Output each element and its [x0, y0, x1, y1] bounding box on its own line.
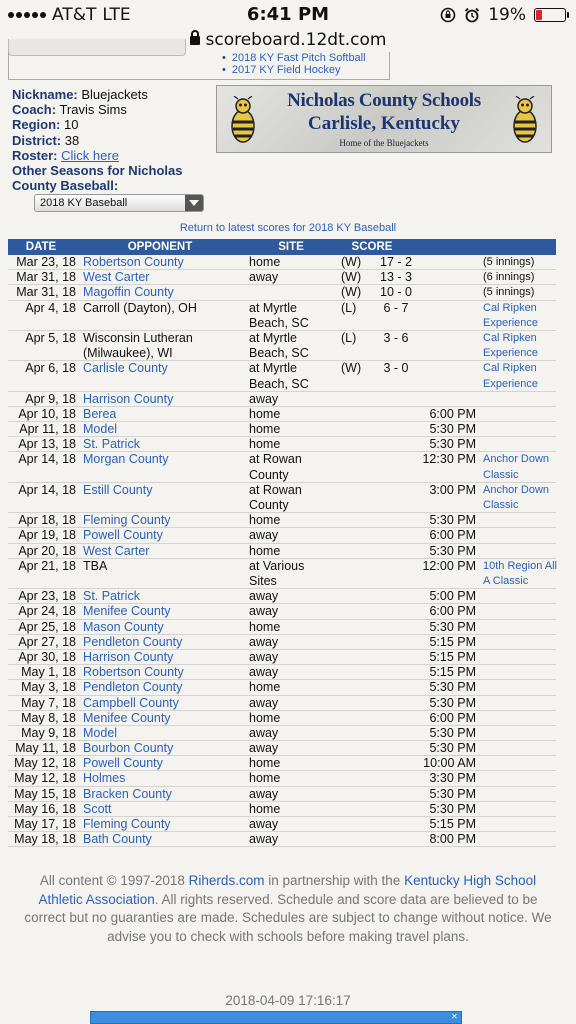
game-date: Apr 14, 18 — [18, 482, 76, 497]
game-site: home — [249, 801, 281, 816]
game-note[interactable]: Cal Ripken Experience — [483, 362, 539, 390]
opponent-name[interactable]: Menifee County — [83, 710, 171, 725]
table-row — [8, 711, 556, 726]
table-row — [8, 635, 556, 650]
opponent-name[interactable]: Fleming County — [83, 513, 171, 528]
opponent-name: TBA — [83, 558, 108, 573]
game-site: away — [249, 786, 279, 801]
table-row — [8, 452, 556, 482]
game-site: away — [249, 649, 279, 664]
orientation-lock-icon — [440, 7, 456, 23]
game-date: Apr 13, 18 — [18, 437, 76, 452]
game-time: 5:30 PM — [429, 801, 476, 816]
ad-banner[interactable] — [90, 1011, 462, 1024]
game-date: May 18, 18 — [14, 832, 76, 847]
game-time: 6:00 PM — [429, 406, 476, 421]
game-site: at Myrtle Beach, SC — [249, 361, 309, 391]
game-site: home — [249, 710, 281, 725]
game-time: 3:00 PM — [429, 482, 476, 497]
opponent-name[interactable]: Bracken County — [83, 786, 172, 801]
game-date: Apr 20, 18 — [18, 543, 76, 558]
riherds-link[interactable]: Riherds.com — [188, 873, 265, 888]
opponent-name[interactable]: Berea — [83, 406, 117, 421]
game-time: 5:30 PM — [429, 619, 476, 634]
table-row — [8, 270, 556, 285]
table-row — [8, 802, 556, 817]
opponent-name[interactable]: Menifee County — [83, 604, 171, 619]
game-site: home — [249, 255, 281, 269]
game-date: Apr 30, 18 — [18, 649, 76, 664]
opponent-name[interactable]: Model — [83, 725, 118, 740]
opponent-name[interactable]: Morgan County — [83, 452, 169, 467]
game-site: at Rowan County — [249, 482, 302, 513]
game-date: May 7, 18 — [21, 695, 76, 710]
table-row — [8, 787, 556, 802]
game-time: 12:30 PM — [422, 452, 476, 467]
season-select[interactable] — [34, 194, 204, 212]
opponent-name[interactable]: Bath County — [83, 832, 152, 847]
ad-close-icon[interactable]: ✕ — [451, 1012, 458, 1021]
game-date: Apr 9, 18 — [25, 391, 76, 406]
game-time: 5:15 PM — [429, 665, 476, 680]
url-text: scoreboard.12dt.com — [205, 30, 387, 50]
table-row — [8, 832, 556, 847]
game-result: (L) — [341, 300, 357, 315]
lock-icon — [190, 36, 200, 45]
game-time: 5:30 PM — [429, 725, 476, 740]
game-date: May 11, 18 — [15, 741, 76, 756]
page-timestamp: 2018-04-09 17:16:17 — [225, 993, 351, 1008]
game-date: Apr 21, 18 — [18, 558, 76, 573]
game-date: Apr 24, 18 — [18, 604, 76, 619]
game-date: Mar 23, 18 — [16, 255, 76, 269]
alarm-icon — [464, 7, 480, 23]
game-time: 5:30 PM — [429, 513, 476, 528]
network-label: LTE — [102, 5, 131, 25]
game-time: 5:30 PM — [429, 680, 476, 695]
game-time: 5:30 PM — [429, 786, 476, 801]
opponent-name[interactable]: Campbell County — [83, 695, 179, 710]
game-note[interactable]: Cal Ripken Experience — [483, 331, 539, 360]
game-site: at Various Sites — [249, 558, 305, 589]
opponent-name[interactable]: St. Patrick — [83, 589, 140, 604]
game-site: away — [249, 817, 279, 832]
opponent-name[interactable]: Mason County — [83, 619, 164, 634]
game-result: (W) — [341, 285, 362, 300]
season-link-softball[interactable]: • 2018 KY Fast Pitch Softball — [222, 52, 366, 64]
game-date: Apr 19, 18 — [18, 528, 76, 543]
table-row — [8, 331, 556, 361]
game-result: (L) — [341, 330, 357, 345]
footer-partnership: in partnership with the — [268, 873, 401, 888]
game-site: home — [249, 513, 281, 528]
game-date: May 12, 18 — [14, 771, 76, 786]
opponent-name[interactable]: Model — [83, 422, 118, 437]
roster-label: Roster: — [12, 147, 58, 163]
table-row — [8, 650, 556, 665]
table-row — [8, 696, 556, 711]
khsaa-link[interactable]: Kentucky High School Athletic Association — [38, 873, 537, 907]
table-row — [8, 771, 556, 786]
table-row — [8, 589, 556, 604]
opponent-name[interactable]: Estill County — [83, 482, 153, 497]
game-date: Apr 5, 18 — [25, 330, 76, 345]
game-date: May 17, 18 — [14, 817, 76, 832]
district-value: 38 — [64, 132, 80, 148]
region-value: 10 — [64, 117, 79, 133]
opponent-name[interactable]: Holmes — [83, 771, 126, 786]
game-date: May 12, 18 — [14, 756, 76, 771]
game-site: away — [249, 589, 279, 604]
game-site: home — [249, 543, 281, 558]
game-date: Apr 11, 18 — [19, 422, 76, 437]
game-site: away — [249, 604, 279, 619]
game-time: 5:00 PM — [429, 589, 476, 604]
table-row — [8, 817, 556, 832]
table-row — [8, 361, 556, 391]
nickname-label: Nickname: — [12, 87, 78, 102]
banner-subtitle: Carlisle, Kentucky — [308, 113, 460, 134]
game-date: Apr 6, 18 — [25, 361, 76, 376]
game-site: at Myrtle Beach, SC — [249, 300, 309, 330]
game-date: Apr 14, 18 — [18, 452, 76, 467]
table-row — [8, 483, 556, 513]
game-site: away — [249, 634, 279, 649]
game-time: 8:00 PM — [429, 832, 476, 847]
game-site: away — [249, 832, 279, 847]
table-header — [8, 239, 556, 255]
opponent-name[interactable]: Pendleton County — [83, 680, 183, 695]
header-date: DATE — [25, 241, 57, 253]
game-site: home — [249, 422, 281, 437]
table-row — [8, 301, 556, 331]
opponent-name[interactable]: Bourbon County — [83, 741, 174, 756]
game-note[interactable]: Anchor Down Classic — [483, 453, 550, 481]
region-label: Region: — [12, 117, 61, 133]
game-score: 3 - 0 — [383, 361, 409, 376]
game-date: Apr 27, 18 — [18, 634, 76, 649]
game-site: home — [249, 406, 281, 421]
opponent-name[interactable]: St. Patrick — [83, 437, 140, 452]
game-note: (6 innings) — [483, 271, 535, 284]
game-site: home — [249, 756, 281, 771]
header-opponent: OPPONENT — [127, 241, 193, 253]
battery-icon — [534, 8, 566, 22]
game-note: (5 innings) — [483, 256, 535, 268]
opponent-name[interactable]: Robertson County — [83, 665, 184, 680]
opponent-name[interactable]: West Carter — [83, 270, 150, 285]
table-row — [8, 741, 556, 756]
game-result: (W) — [341, 255, 362, 269]
return-to-latest-scores-link[interactable]: Return to latest scores for 2018 KY Baseball — [179, 222, 397, 234]
game-date: Apr 25, 18 — [18, 619, 76, 634]
opponent-name[interactable]: Scott — [83, 801, 112, 816]
table-row — [8, 422, 556, 437]
footer-disclaimer: . All rights reserved. Schedule and score data are believed to be correct but no guaranties are made. Schedules are subject to change without notice. We advise you to check with schools before making travel plans. — [24, 891, 552, 944]
opponent-name[interactable]: Pendleton County — [83, 634, 183, 649]
game-date: May 1, 18 — [21, 665, 76, 680]
game-score: 17 - 2 — [380, 255, 412, 269]
table-row — [8, 255, 556, 270]
game-time: 5:30 PM — [429, 741, 476, 756]
opponent-name: Carroll (Dayton), OH — [83, 300, 197, 315]
clock: 6:41 PM — [246, 4, 330, 25]
game-site: away — [249, 741, 279, 756]
opponent-name[interactable]: Fleming County — [83, 817, 171, 832]
table-row — [8, 528, 556, 543]
banner-tagline: Home of the Bluejackets — [339, 138, 429, 148]
game-site: away — [249, 725, 279, 740]
header-site: SITE — [278, 241, 304, 253]
table-row — [8, 756, 556, 771]
game-time: 5:30 PM — [429, 437, 476, 452]
status-bar — [0, 0, 576, 30]
game-site: away — [249, 695, 279, 710]
game-score: 10 - 0 — [380, 285, 412, 300]
district-label: District: — [12, 132, 62, 148]
game-site: away — [249, 391, 279, 406]
opponent-name[interactable]: West Carter — [83, 543, 150, 558]
game-date: Mar 31, 18 — [16, 285, 76, 300]
game-time: 3:30 PM — [429, 771, 476, 786]
opponent-name[interactable]: Powell County — [83, 756, 163, 771]
game-time: 5:30 PM — [429, 695, 476, 710]
opponent-name[interactable]: Carlisle County — [83, 361, 168, 376]
table-row — [8, 604, 556, 619]
game-time: 5:15 PM — [429, 649, 476, 664]
game-site: home — [249, 619, 281, 634]
table-row — [8, 285, 556, 300]
game-time: 5:30 PM — [429, 422, 476, 437]
table-row — [8, 407, 556, 422]
game-date: May 15, 18 — [14, 786, 76, 801]
game-site: away — [249, 528, 279, 543]
roster-link[interactable]: Click here — [61, 147, 119, 163]
game-site: home — [249, 680, 281, 695]
school-banner — [216, 85, 552, 153]
table-row — [8, 559, 556, 589]
season-select-value: 2018 KY Baseball — [40, 197, 128, 209]
game-site: away — [249, 665, 279, 680]
schedule-body — [8, 255, 556, 847]
carrier-label: AT&T — [52, 5, 97, 25]
game-date: Mar 31, 18 — [16, 270, 76, 285]
game-note[interactable]: Anchor Down Classic — [483, 483, 550, 512]
coach-value: Travis Sims — [59, 102, 127, 118]
opponent-name[interactable]: Powell County — [83, 528, 163, 543]
opponent-name[interactable]: Harrison County — [83, 391, 174, 406]
opponent-name: Wisconsin Lutheran (Milwaukee), WI — [83, 330, 193, 361]
game-site: home — [249, 437, 281, 452]
game-result: (W) — [341, 361, 362, 376]
banner-title: Nicholas County Schools — [287, 90, 481, 111]
table-row — [8, 665, 556, 680]
game-time: 6:00 PM — [429, 710, 476, 725]
game-note: (5 innings) — [483, 286, 535, 299]
team-info — [12, 87, 183, 193]
game-date: May 16, 18 — [14, 801, 76, 816]
season-link-field-hockey[interactable]: • 2017 KY Field Hockey — [222, 64, 366, 76]
table-row — [8, 544, 556, 559]
game-date: Apr 23, 18 — [18, 589, 76, 604]
other-season-links — [222, 52, 366, 76]
other-seasons-label-2: County Baseball: — [12, 178, 119, 194]
game-time: 5:15 PM — [429, 817, 476, 832]
table-row — [8, 680, 556, 695]
opponent-name[interactable]: Robertson County — [83, 255, 184, 269]
footer-text — [20, 872, 556, 946]
header-score: SCORE — [351, 241, 393, 253]
game-time: 10:00 AM — [423, 756, 476, 771]
game-date: Apr 10, 18 — [18, 406, 76, 421]
game-note[interactable]: 10th Region All A Classic — [483, 559, 557, 588]
game-site: at Rowan County — [249, 452, 302, 482]
table-row — [8, 726, 556, 741]
game-site: home — [249, 771, 281, 786]
table-row — [8, 620, 556, 635]
table-row — [8, 392, 556, 407]
battery-percent: 19% — [488, 5, 526, 25]
game-result: (W) — [341, 270, 362, 285]
game-time: 5:30 PM — [429, 543, 476, 558]
game-score: 13 - 3 — [380, 270, 412, 285]
game-date: Apr 4, 18 — [25, 300, 76, 315]
other-seasons-label: Other Seasons for Nicholas — [12, 163, 183, 179]
game-date: May 9, 18 — [21, 725, 76, 740]
game-score: 6 - 7 — [383, 300, 409, 315]
schedule-table — [8, 239, 556, 847]
game-date: May 8, 18 — [21, 710, 76, 725]
game-time: 5:15 PM — [429, 634, 476, 649]
game-date: Apr 18, 18 — [18, 513, 76, 528]
game-note[interactable]: Cal Ripken Experience — [483, 301, 539, 329]
game-time: 6:00 PM — [429, 528, 476, 543]
opponent-name[interactable]: Harrison County — [83, 649, 174, 664]
game-date: May 3, 18 — [21, 680, 76, 695]
game-time: 6:00 PM — [429, 604, 476, 619]
game-site: at Myrtle Beach, SC — [249, 330, 309, 361]
opponent-name[interactable]: Magoffin County — [83, 285, 174, 300]
footer-copyright: All content © 1997-2018 — [39, 873, 185, 888]
bluejacket-mascot-icon — [507, 96, 543, 146]
game-score: 3 - 6 — [383, 330, 409, 345]
nickname-value: Bluejackets — [81, 87, 148, 102]
coach-label: Coach: — [12, 102, 57, 118]
table-row — [8, 513, 556, 528]
game-time: 12:00 PM — [422, 558, 476, 573]
chevron-down-icon[interactable] — [185, 195, 203, 211]
game-site: away — [249, 270, 279, 285]
table-row — [8, 437, 556, 452]
